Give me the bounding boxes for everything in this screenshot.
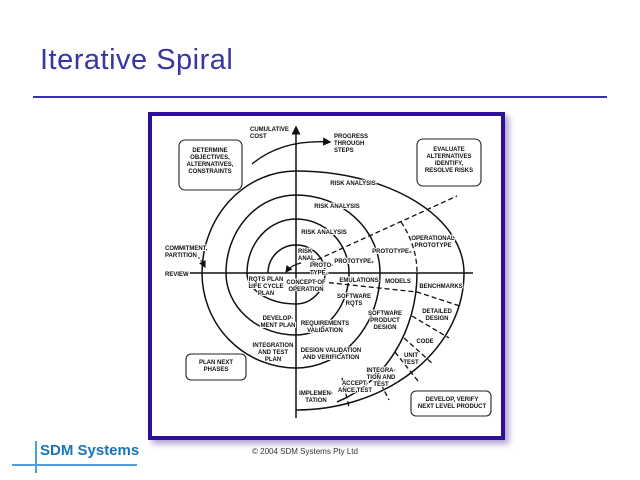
spiral-start-arrow <box>286 263 301 272</box>
progress-label: PROGRESS THROUGH STEPS <box>334 134 369 154</box>
code-label: CODE <box>416 339 434 345</box>
software-product-design-label: SOFTWARE PRODUCT DESIGN <box>368 311 402 331</box>
rqts-plan-label: RQTS PLAN LIFE CYCLE PLAN <box>248 277 284 297</box>
benchmarks-label: BENCHMARKS <box>419 284 463 290</box>
logo-horizontal-line <box>12 464 137 466</box>
integration-and-test-label: INTEGRA-TION AND TEST <box>366 368 396 388</box>
implementation-label: IMPLEMEN-TATION <box>299 391 333 404</box>
development-plan-label: DEVELOP-MENT PLAN <box>260 316 296 329</box>
risk-analysis-mid-label: RISK ANALYSIS <box>314 204 360 210</box>
concept-of-operation-label: CONCEPT OF OPERATION <box>286 280 326 293</box>
acceptance-test-label: ACCEPT-ANCE TEST <box>337 381 373 394</box>
prototype2-label: PROTOTYPE₂ <box>334 259 374 265</box>
software-rqts-label: SOFTWARE RQTS <box>337 294 371 307</box>
determine-box-label: DETERMINE OBJECTIVES, ALTERNATIVES, CONSTRAINTS <box>186 148 234 175</box>
unit-test-label: UNIT TEST <box>403 353 419 366</box>
cumulative-cost-label: CUMULATIVE COST <box>250 127 289 140</box>
risk-analysis-inner-label: RISK ANALYSIS <box>301 230 347 236</box>
models-label: MODELS <box>385 279 411 285</box>
prototype3-label: PROTOTYPE₃ <box>372 249 412 255</box>
develop-verify-box-label: DEVELOP, VERIFY NEXT LEVEL PRODUCT <box>417 397 487 410</box>
integration-test-plan-label: INTEGRATION AND TEST PLAN <box>252 343 294 363</box>
progress-arrow <box>252 142 330 164</box>
operational-prototype-label: OPERATIONAL PROTOTYPE <box>411 236 455 249</box>
commitment-label: COMMITMENT, PARTITION <box>165 246 208 259</box>
plan-next-box-label: PLAN NEXT PHASES <box>198 360 234 373</box>
risk-analysis-outer-label: RISK ANALYSIS <box>330 181 376 187</box>
spiral-diagram <box>152 116 501 436</box>
detailed-design-label: DETAILED DESIGN <box>422 309 452 322</box>
emulations-label: EMULATIONS <box>339 278 379 284</box>
risk-anal-label: RISK ANAL. <box>298 249 317 262</box>
requirements-validation-label: REQUIREMENTS VALIDATION <box>300 321 350 334</box>
review-label: REVIEW <box>165 272 189 278</box>
prototype1-label: PROTO-TYPE₁ <box>310 263 334 277</box>
design-validation-label: DESIGN VALIDATION AND VERIFICATION <box>300 348 362 361</box>
sdm-systems-logo: SDM Systems <box>40 442 140 459</box>
diagram-frame <box>148 112 505 440</box>
copyright-text: © 2004 SDM Systems Pty Ltd <box>252 447 358 456</box>
evaluate-box-label: EVALUATE ALTERNATIVES IDENTIFY, RESOLVE RISKS <box>424 147 474 174</box>
logo-vertical-line <box>35 441 37 473</box>
page-title: Iterative Spiral <box>40 44 234 76</box>
title-underline <box>33 96 607 98</box>
